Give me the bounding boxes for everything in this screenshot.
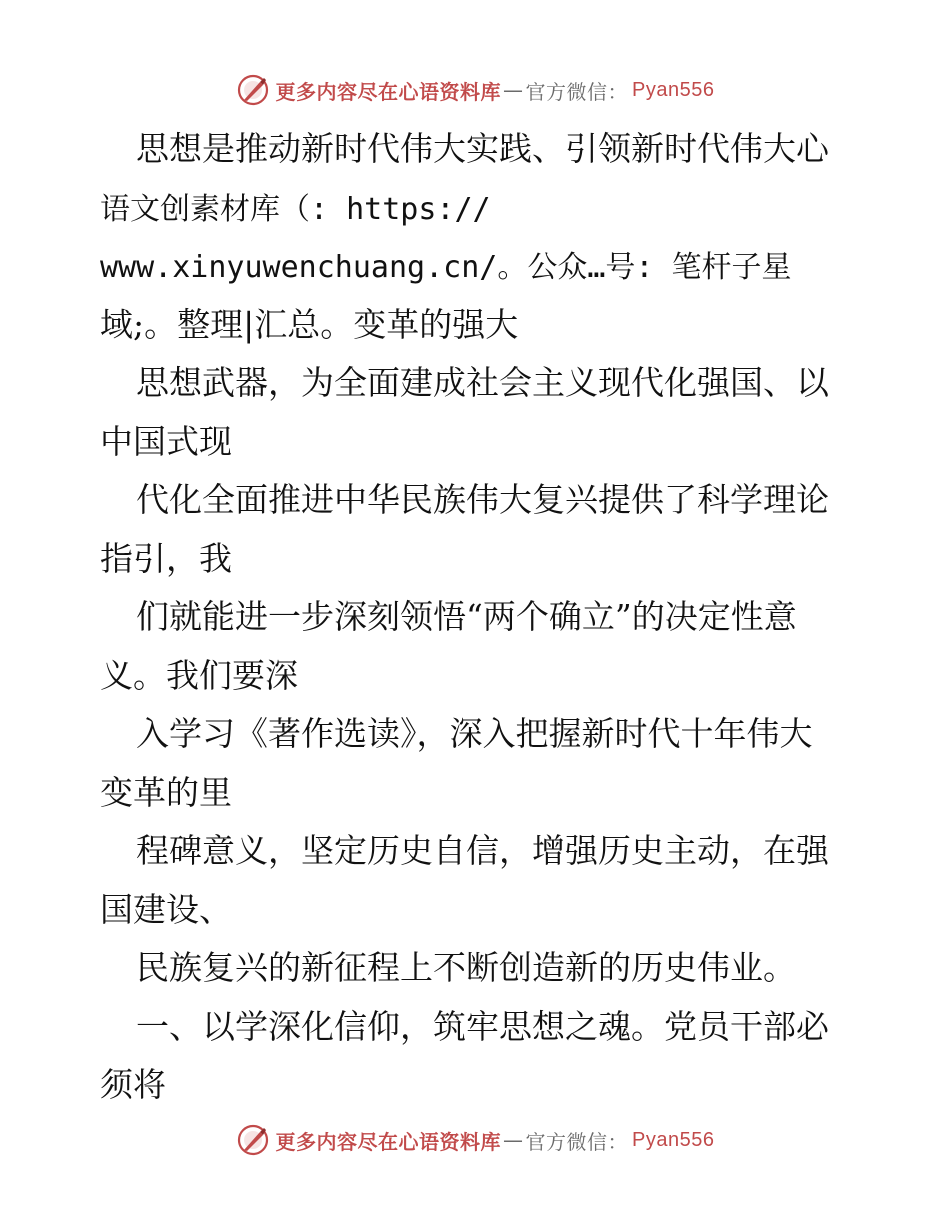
quill-seal-logo-icon — [236, 1123, 270, 1157]
quill-seal-logo-icon — [236, 73, 270, 107]
body-line: 国建设、 — [100, 889, 232, 929]
body-line: 指引，我 — [100, 538, 232, 578]
body-line: 中国式现 — [100, 421, 232, 461]
body-line: 程碑意义，坚定历史自信，增强历史主动，在强 — [136, 831, 829, 870]
body-line-text: 语文创素材库（: https:// — [100, 191, 491, 227]
body-line: 入学习《著作选读》，深入把握新时代十年伟大 — [136, 714, 813, 753]
wechat-id: Pyan556 — [632, 1128, 715, 1151]
document-body — [100, 120, 860, 1115]
body-line: 思想是推动新时代伟大实践、引领新时代伟大心 — [136, 129, 829, 168]
banner-dash: — — [503, 78, 524, 102]
site-promo-text: 更多内容尽在心语资料库 — [275, 1129, 502, 1154]
footer-banner — [0, 1120, 950, 1160]
body-line: 域;。整理|汇总。变革的强大 — [100, 304, 519, 344]
body-line: 须将 — [100, 1065, 166, 1104]
body-line: 义。我们要深 — [100, 655, 298, 695]
body-line-text: www.xinyuwenchuang.cn/。公众…号: 笔杆子星 — [100, 250, 792, 285]
wechat-label: 官方微信： — [525, 1129, 629, 1154]
body-line — [100, 179, 860, 238]
banner-dash: — — [503, 1128, 524, 1152]
body-line — [100, 237, 860, 296]
body-line: 变革的里 — [100, 772, 232, 812]
body-line: 思想武器，为全面建成社会主义现代化强国、以 — [136, 363, 829, 402]
header-banner — [0, 70, 950, 110]
wechat-label: 官方微信： — [525, 79, 629, 104]
body-line: 代化全面推进中华民族伟大复兴提供了科学理论 — [136, 480, 829, 519]
wechat-id: Pyan556 — [632, 78, 715, 101]
body-line: 们就能进一步深刻领悟“两个确立”的决定性意 — [136, 597, 797, 636]
site-promo-text: 更多内容尽在心语资料库 — [275, 79, 502, 104]
body-line: 一、以学深化信仰，筑牢思想之魂。党员干部必 — [136, 1006, 829, 1046]
body-line: 民族复兴的新征程上不断创造新的历史伟业。 — [136, 948, 796, 987]
